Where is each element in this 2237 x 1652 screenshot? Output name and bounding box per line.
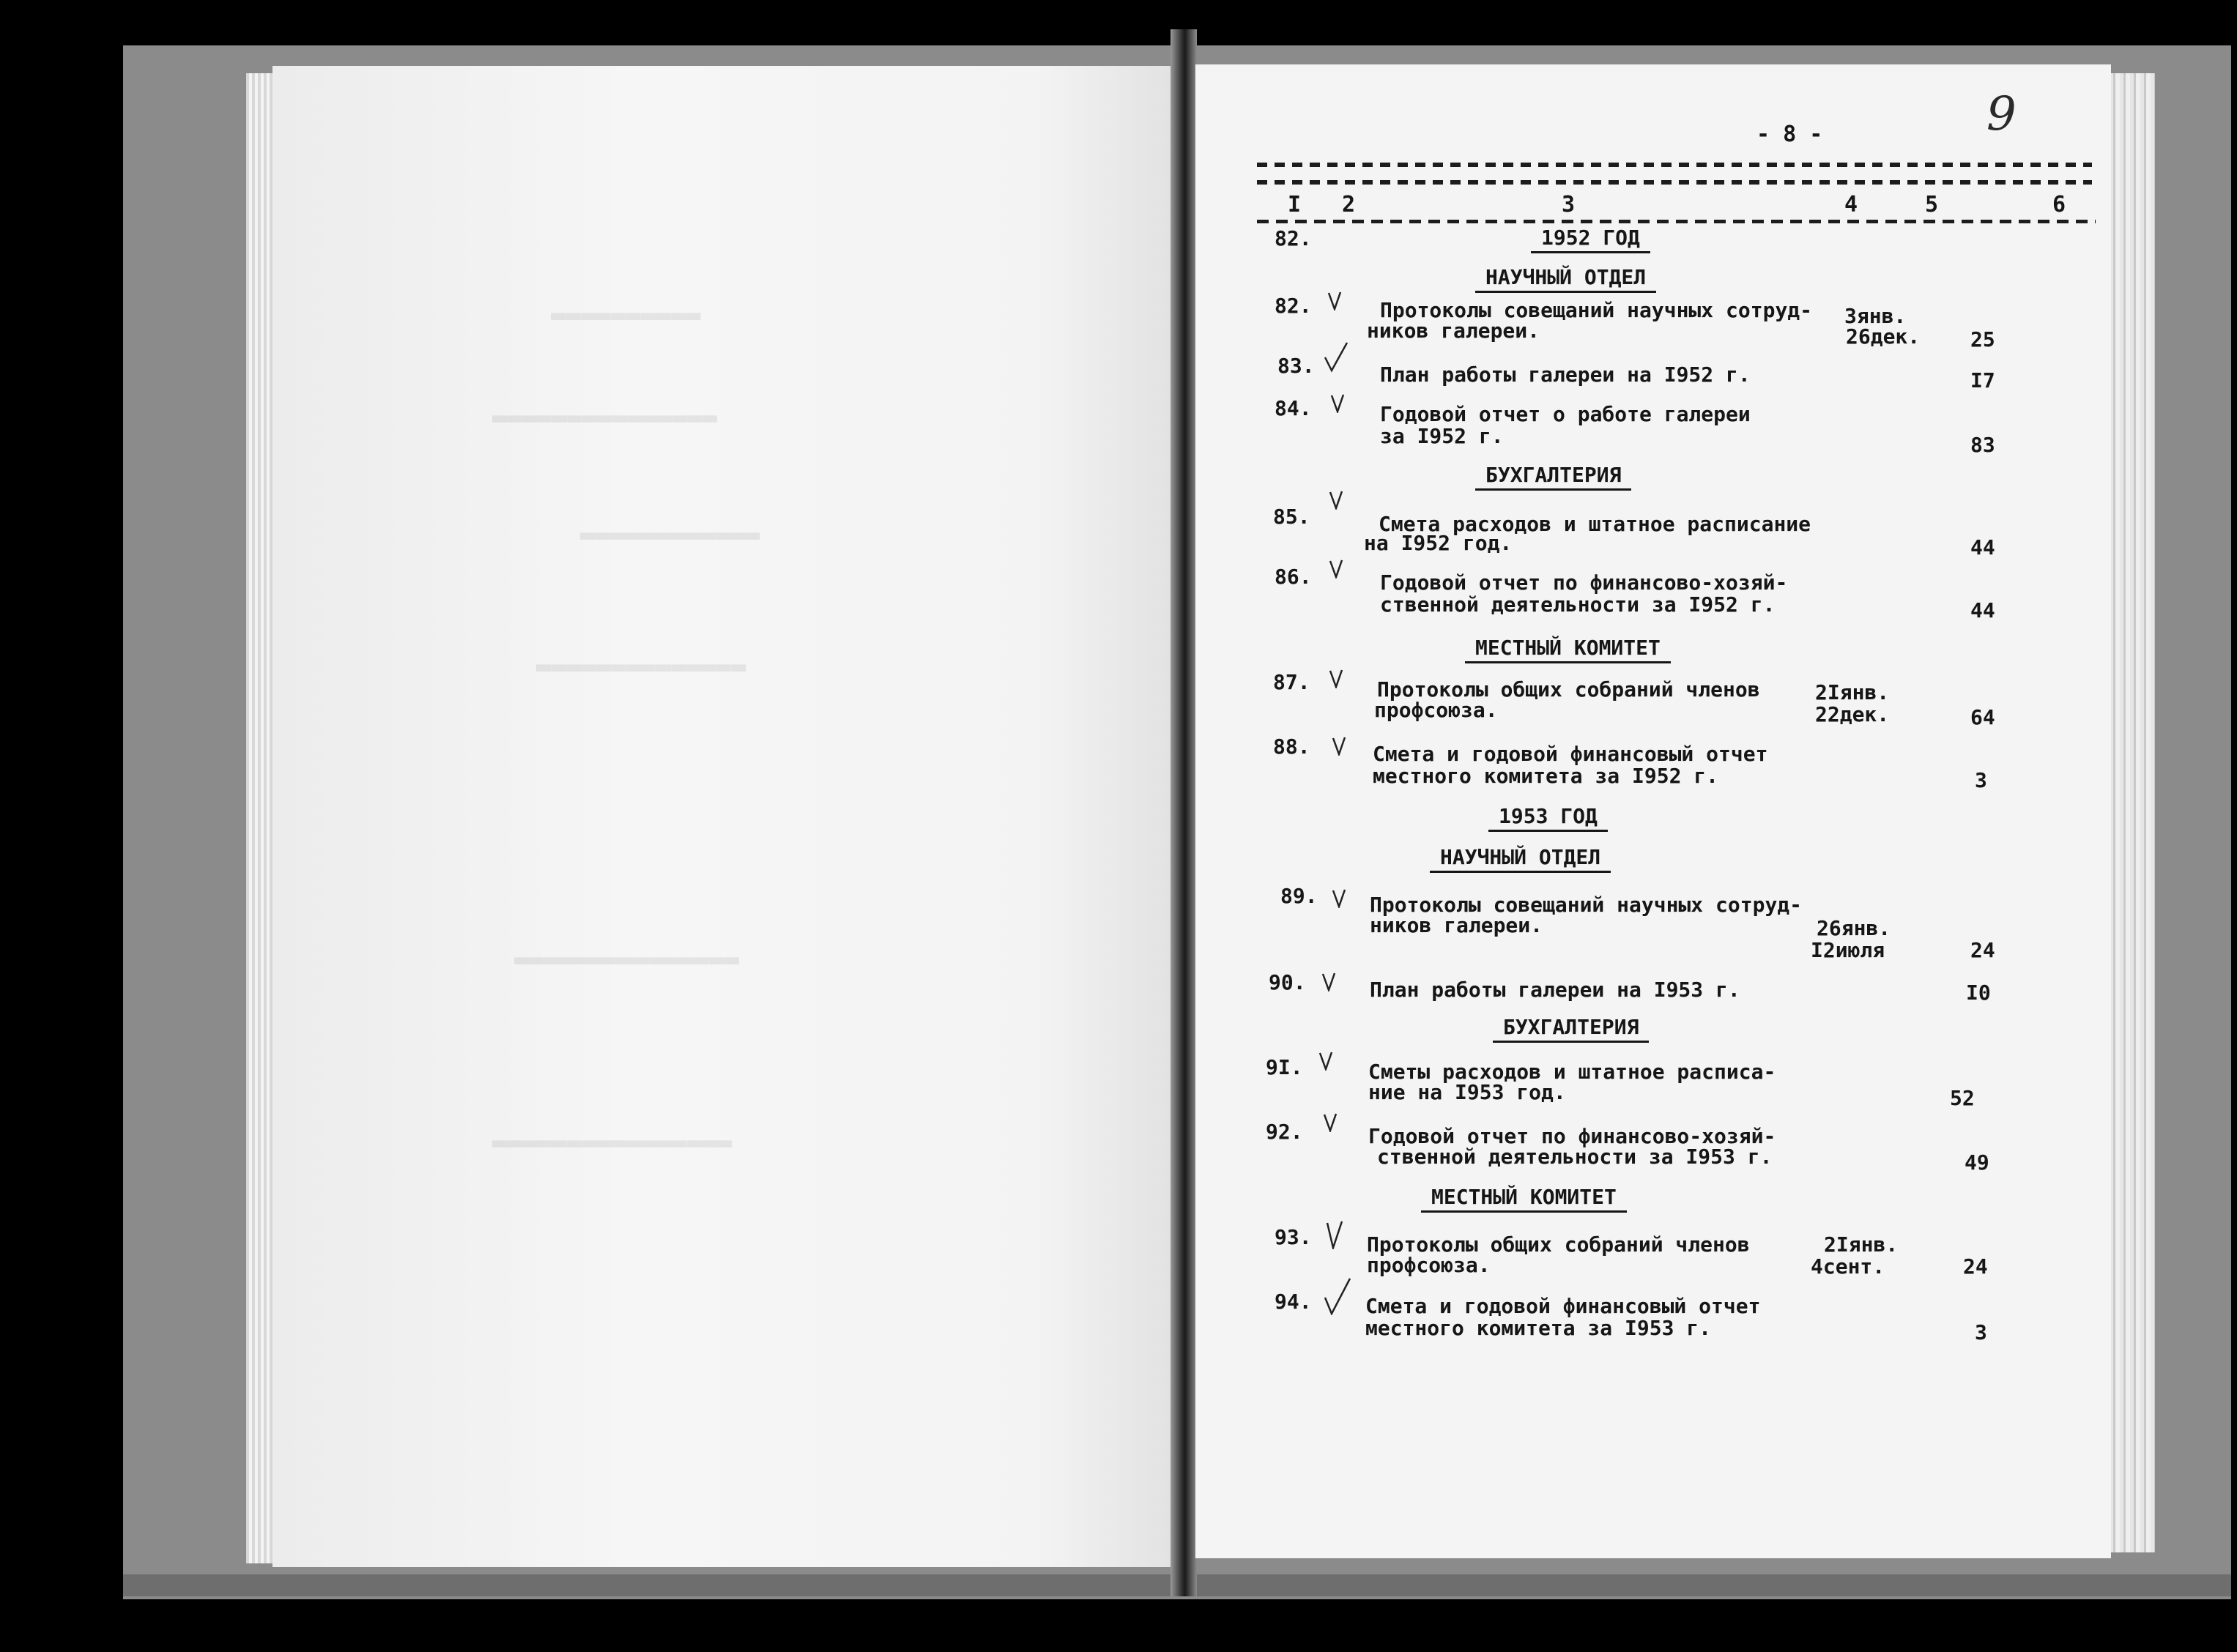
table-top-rule	[1257, 180, 2092, 185]
entry-title: Годовой отчет по финансово-хозяй-	[1380, 570, 1788, 595]
sheet-number: 9	[1986, 87, 2017, 141]
entry-number: 9I.	[1266, 1055, 1303, 1079]
entry-sheet-count: 64	[1970, 705, 1995, 729]
left-page-edges	[246, 73, 275, 1563]
entry-title: ние на I953 год.	[1368, 1080, 1566, 1104]
entry-sheet-count: 3	[1975, 1320, 1987, 1344]
entry-title: на I952 год.	[1364, 531, 1513, 555]
column-number: 5	[1925, 192, 1939, 217]
entry-sheet-count: 25	[1970, 327, 1995, 351]
entry-number: 82.	[1275, 294, 1312, 318]
entry-title: ников галереи.	[1367, 319, 1540, 343]
entry-date-start: 26янв.	[1817, 916, 1891, 940]
entry-title: профсоюза.	[1367, 1253, 1491, 1277]
entry-title: Годовой отчет о работе галереи	[1380, 402, 1751, 426]
check-mark-icon	[1321, 972, 1336, 991]
entry-sheet-count: 44	[1970, 598, 1995, 622]
year-heading: 1953 ГОД	[1488, 804, 1608, 832]
book-gutter	[1171, 29, 1197, 1596]
entry-date-end: 4сент.	[1811, 1254, 1885, 1279]
entry-title: Годовой отчет по финансово-хозяй-	[1368, 1124, 1776, 1148]
section-heading: НАУЧНЫЙ ОТДЕЛ	[1475, 265, 1656, 293]
entry-title: Протоколы совещаний научных сотруд-	[1370, 893, 1803, 917]
column-header-row	[1257, 192, 2096, 224]
entry-date-start: 2Iянв.	[1815, 680, 1890, 704]
entry-number: 82.	[1275, 226, 1312, 250]
entry-sheet-count: I7	[1970, 368, 1995, 392]
entry-number: 84.	[1275, 396, 1312, 420]
entry-title: Протоколы общих собраний членов	[1367, 1232, 1750, 1257]
entry-title: за I952 г.	[1380, 424, 1504, 448]
check-mark-icon	[1318, 1052, 1333, 1071]
entry-sheet-count: 49	[1965, 1150, 1989, 1175]
bleed-through-text: ▬▬▬▬▬▬▬▬▬▬▬▬▬▬▬	[514, 945, 740, 974]
entry-title: Протоколы совещаний научных сотруд-	[1380, 298, 1813, 322]
entry-sheet-count: 52	[1950, 1086, 1975, 1110]
entry-date-start: 3янв.	[1844, 304, 1907, 328]
bleed-through-text: ▬▬▬▬▬▬▬▬▬▬▬▬▬▬▬▬	[492, 1128, 732, 1157]
check-mark-icon	[1323, 1113, 1338, 1132]
section-heading: МЕСТНЫЙ КОМИТЕТ	[1465, 636, 1671, 663]
bleed-through-text: ▬▬▬▬▬▬▬▬▬▬▬▬	[580, 520, 760, 549]
bleed-through-text: ▬▬▬▬▬▬▬▬▬▬▬▬▬▬▬	[492, 403, 718, 432]
section-heading: НАУЧНЫЙ ОТДЕЛ	[1430, 845, 1611, 873]
check-mark-icon	[1329, 559, 1343, 578]
entry-date-start: 2Iянв.	[1824, 1232, 1899, 1257]
entry-date-end: I2июля	[1811, 938, 1885, 962]
column-number: I	[1288, 192, 1302, 217]
entry-title: План работы галереи на I952 г.	[1380, 362, 1751, 387]
entry-number: 90.	[1269, 970, 1306, 994]
entry-title: ственной деятельности за I953 г.	[1377, 1145, 1773, 1169]
entry-number: 85.	[1273, 505, 1310, 529]
check-mark-icon	[1330, 394, 1345, 413]
column-number: 2	[1342, 192, 1356, 217]
check-mark-icon	[1329, 491, 1343, 510]
column-number: 4	[1844, 192, 1858, 217]
section-heading: БУХГАЛТЕРИЯ	[1493, 1015, 1649, 1043]
check-mark-icon	[1332, 889, 1346, 908]
column-number: 3	[1562, 192, 1576, 217]
entry-date-end: 26дек.	[1846, 324, 1921, 349]
entry-number: 94.	[1275, 1290, 1312, 1314]
entry-sheet-count: 24	[1970, 938, 1995, 962]
entry-title: План работы галереи на I953 г.	[1370, 978, 1740, 1002]
bleed-through-text: ▬▬▬▬▬▬▬▬▬▬	[551, 300, 701, 330]
entry-number: 92.	[1266, 1120, 1303, 1144]
entry-number: 83.	[1277, 354, 1315, 378]
entry-title: ников галереи.	[1370, 913, 1543, 937]
entry-title: местного комитета за I953 г.	[1365, 1316, 1712, 1340]
entry-number: 93.	[1275, 1225, 1312, 1249]
entry-sheet-count: 83	[1970, 433, 1995, 457]
section-heading: БУХГАЛТЕРИЯ	[1475, 463, 1631, 491]
entry-sheet-count: I0	[1966, 981, 1991, 1005]
entry-title: Протоколы общих собраний членов	[1377, 677, 1760, 702]
entry-number: 87.	[1273, 670, 1310, 694]
entry-sheet-count: 44	[1970, 535, 1995, 559]
entry-title: ственной деятельности за I952 г.	[1380, 592, 1776, 617]
entry-number: 88.	[1273, 734, 1310, 759]
check-mark-icon	[1323, 1277, 1352, 1315]
check-mark-icon	[1326, 1220, 1343, 1249]
column-number: 6	[2052, 192, 2066, 217]
entry-number: 86.	[1275, 565, 1312, 589]
entry-sheet-count: 24	[1963, 1254, 1988, 1279]
entry-title: Сметы расходов и штатное расписа-	[1368, 1060, 1776, 1084]
bleed-through-text: ▬▬▬▬▬▬▬▬▬▬▬▬▬▬	[536, 652, 746, 681]
check-mark-icon	[1329, 669, 1343, 688]
table-top-rule	[1257, 163, 2092, 167]
entry-sheet-count: 3	[1975, 768, 1987, 792]
right-page-edges	[2110, 73, 2155, 1552]
year-heading: 1952 ГОД	[1531, 226, 1650, 253]
entry-title: местного комитета за I952 г.	[1373, 764, 1719, 788]
entry-title: профсоюза.	[1374, 698, 1498, 722]
entry-title: Смета расходов и штатное расписание	[1379, 512, 1811, 536]
check-mark-icon	[1327, 291, 1342, 310]
page-number: - 8 -	[1756, 122, 1823, 147]
check-mark-icon	[1323, 341, 1349, 373]
left-page	[272, 66, 1173, 1567]
entry-title: Смета и годовой финансовый отчет	[1365, 1294, 1761, 1318]
entry-title: Смета и годовой финансовый отчет	[1373, 742, 1768, 766]
entry-date-end: 22дек.	[1815, 702, 1890, 726]
section-heading: МЕСТНЫЙ КОМИТЕТ	[1421, 1185, 1627, 1213]
check-mark-icon	[1332, 737, 1346, 756]
entry-number: 89.	[1280, 884, 1318, 908]
